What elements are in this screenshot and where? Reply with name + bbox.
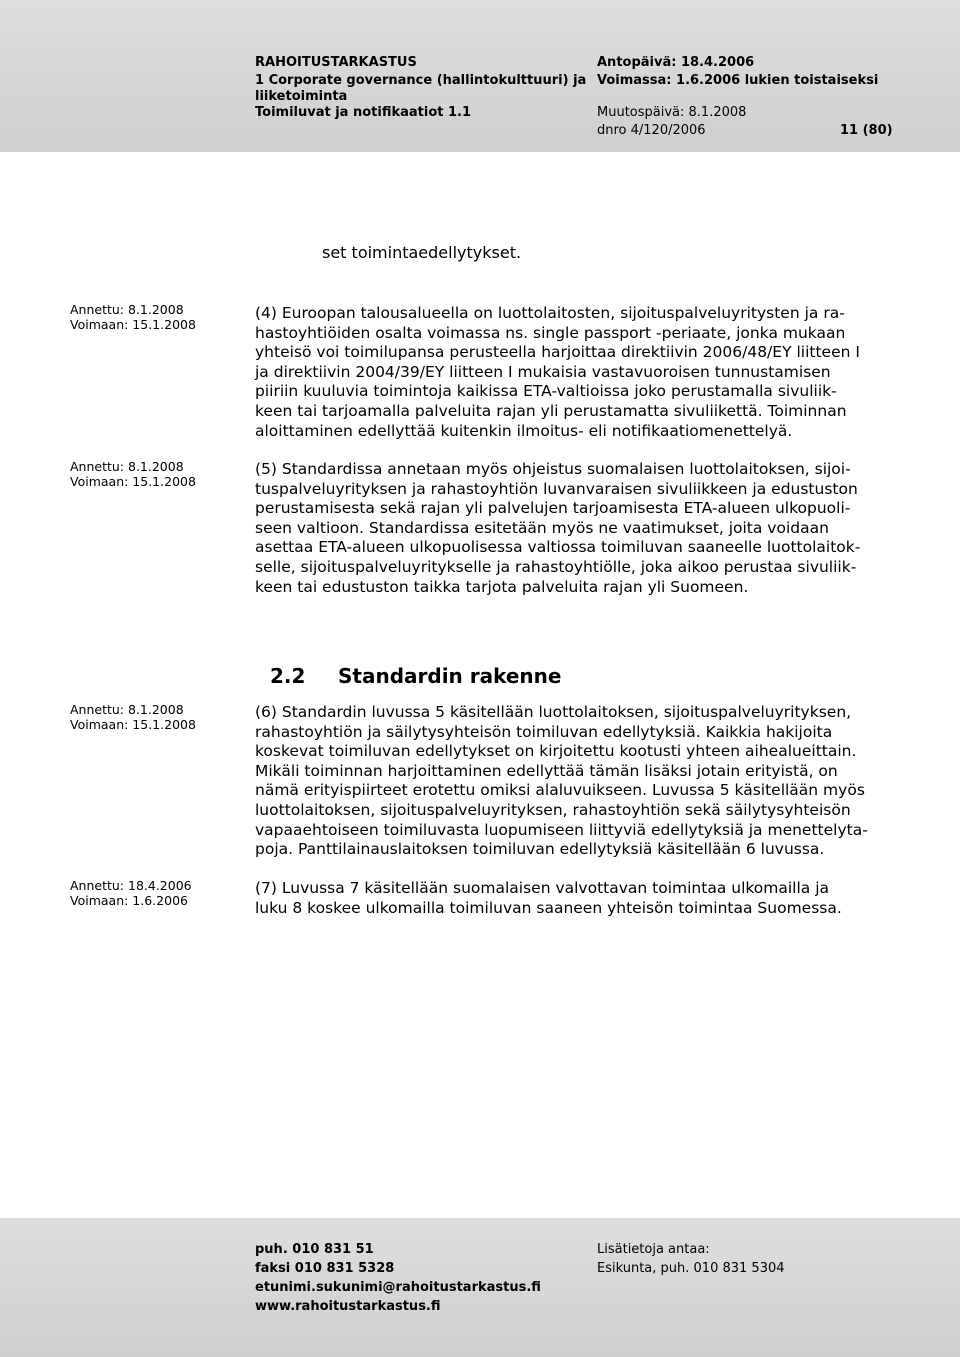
text-line: asettaa ETA-alueen ulkopuolisessa valtiossa toimiluvan saaneelle luottolaitok- xyxy=(255,538,861,557)
text-line: piiriin kuuluvia toimintoja kaikissa ETA-valtioissa joko perustamalla sivuliik- xyxy=(255,382,837,401)
valid-from: Voimassa: 1.6.2006 lukien toistaiseksi xyxy=(597,73,879,88)
paragraph-7 xyxy=(255,879,895,918)
org-name: RAHOITUSTARKASTUS xyxy=(255,55,417,70)
paragraph-5 xyxy=(255,460,895,597)
text-line: nämä erityispiirteet erotettu omiksi alaluvuikseen. Luvussa 5 käsitellään myös xyxy=(255,781,865,800)
footer-info-contact: Esikunta, puh. 010 831 5304 xyxy=(597,1261,785,1276)
annettu-note: Annettu: 8.1.2008 xyxy=(70,302,184,317)
intro-text: set toimintaedellytykset. xyxy=(322,243,522,262)
voimaan-note: Voimaan: 1.6.2006 xyxy=(70,893,188,908)
text-line: (6) Standardin luvussa 5 käsitellään luottolaitoksen, sijoituspalveluyrityksen, xyxy=(255,703,852,721)
text-line: selle, sijoituspalveluyritykselle ja rahastoyhtiölle, joka aikoo perustaa sivuliik- xyxy=(255,557,857,576)
paragraph-4 xyxy=(255,304,895,441)
text-line: keen tai tarjoamalla palveluita rajan yli perustamatta sivuliikettä. Toiminnan xyxy=(255,401,847,420)
footer-email[interactable]: etunimi.sukunimi@rahoitustarkastus.fi xyxy=(255,1280,541,1295)
text-line: koskevat toimiluvan edellytykset on kirjoitettu kootusti yhteen aihealueittain. xyxy=(255,742,857,761)
section-title-line2: liiketoiminta xyxy=(255,89,348,104)
text-line: luku 8 koskee ulkomailla toimiluvan saaneen yhteisön toimintaa Suomessa. xyxy=(255,898,842,917)
voimaan-note: Voimaan: 15.1.2008 xyxy=(70,474,196,489)
text-line: keen tai edustuston taikka tarjota palveluita rajan yli Suomeen. xyxy=(255,577,749,596)
text-line: rahastoyhtiön ja säilytysyhteisön toimiluvan edellytyksiä. Kaikkia hakijoita xyxy=(255,722,833,741)
text-line: poja. Panttilainauslaitoksen toimiluvan edellytyksiä käsitellään 6 luvussa. xyxy=(255,840,825,859)
section-heading-number: 2.2 xyxy=(270,664,306,688)
voimaan-note: Voimaan: 15.1.2008 xyxy=(70,717,196,732)
annettu-note: Annettu: 8.1.2008 xyxy=(70,459,184,474)
page-number: 11 (80) xyxy=(840,123,893,138)
modified-date: Muutospäivä: 8.1.2008 xyxy=(597,105,747,120)
subsection-title: Toimiluvat ja notifikaatiot 1.1 xyxy=(255,105,472,120)
text-line: yhteisö voi toimilupansa perusteella harjoittaa direktiivin 2006/48/EY liitteen I xyxy=(255,343,860,362)
text-line: (4) Euroopan talousalueella on luottolaitosten, sijoituspalveluyritysten ja ra- xyxy=(255,304,845,322)
text-line: ja direktiivin 2004/39/EY liitteen I mukaisia vastavuoroisen tunnustamisen xyxy=(255,362,831,381)
reference-number: dnro 4/120/2006 xyxy=(597,123,706,138)
annettu-note: Annettu: 18.4.2006 xyxy=(70,878,192,893)
text-line: hastoyhtiöiden osalta voimassa ns. single passport -periaate, jonka mukaan xyxy=(255,323,846,342)
text-line: aloittaminen edellyttää kuitenkin ilmoitus- eli notifikaatiomenettelyä. xyxy=(255,421,793,440)
footer-info-label: Lisätietoja antaa: xyxy=(597,1242,710,1257)
page-footer xyxy=(0,1218,960,1357)
footer-phone: puh. 010 831 51 xyxy=(255,1242,374,1257)
text-line: (7) Luvussa 7 käsitellään suomalaisen valvottavan toimintaa ulkomailla ja xyxy=(255,879,830,897)
text-line: seen valtioon. Standardissa esitetään myös ne vaatimukset, joita voidaan xyxy=(255,518,829,537)
issued-date: Antopäivä: 18.4.2006 xyxy=(597,55,755,70)
text-line: tuspalveluyrityksen ja rahastoyhtiön luvanvaraisen sivuliikkeen ja edustuston xyxy=(255,479,858,498)
section-heading-title: Standardin rakenne xyxy=(338,664,562,688)
section-title-line1: 1 Corporate governance (hallintokulttuuri) ja xyxy=(255,73,587,88)
text-line: perustamisesta sekä rajan yli palvelujen tarjoamisesta ETA-alueen ulkopuoli- xyxy=(255,499,851,518)
text-line: luottolaitoksen, sijoituspalveluyrityksen, rahastoyhtiön sekä säilytysyhteisön xyxy=(255,800,851,819)
footer-website[interactable]: www.rahoitustarkastus.fi xyxy=(255,1299,441,1314)
paragraph-6 xyxy=(255,703,895,860)
voimaan-note: Voimaan: 15.1.2008 xyxy=(70,317,196,332)
text-line: vapaaehtoiseen toimiluvasta luopumiseen liittyviä edellytyksiä ja menettelyta- xyxy=(255,820,868,839)
annettu-note: Annettu: 8.1.2008 xyxy=(70,702,184,717)
footer-fax: faksi 010 831 5328 xyxy=(255,1261,395,1276)
text-line: (5) Standardissa annetaan myös ohjeistus suomalaisen luottolaitoksen, sijoi- xyxy=(255,460,851,478)
text-line: Mikäli toiminnan harjoittaminen edellyttää tämän lisäksi jotain erityistä, on xyxy=(255,761,838,780)
page-header xyxy=(0,0,960,152)
